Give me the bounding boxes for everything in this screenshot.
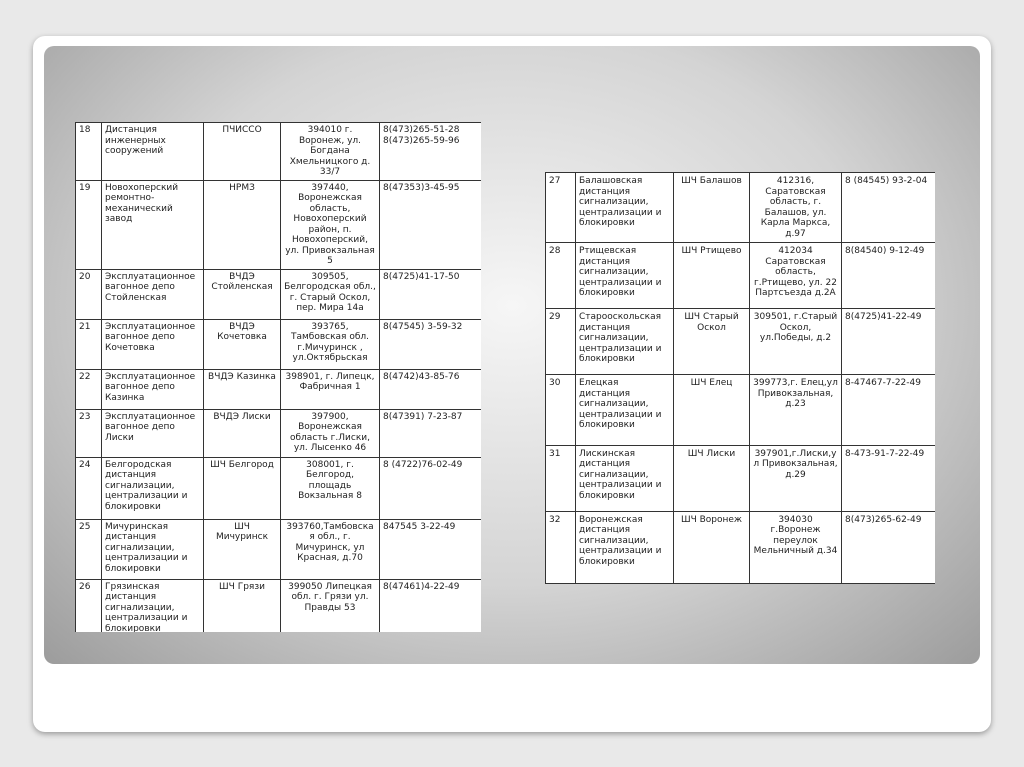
organization-address: 397901,г.Лиски,ул Привокзальная, д.29	[750, 445, 842, 511]
table-row	[76, 409, 482, 457]
organization-name: Балашовская дистанция сигнализации, централизации и блокировки	[576, 173, 674, 243]
organization-address: 308001, г. Белгород, площадь Вокзальная 8	[281, 457, 380, 519]
organization-name: Дистанция инженерных сооружений	[102, 123, 204, 181]
organization-phone: 847545 3-22-49	[380, 519, 482, 579]
organization-phone: 8(47461)4-22-49	[380, 579, 482, 632]
organization-address: 397900, Воронежская область г.Лиски, ул. Лысенко 46	[281, 409, 380, 457]
table-row	[76, 579, 482, 632]
organization-phone: 8(47545) 3-59-32	[380, 319, 482, 369]
organization-phone: 8(4725)41-22-49	[842, 309, 936, 375]
row-number: 30	[546, 375, 576, 445]
row-number: 22	[76, 369, 102, 409]
organization-abbreviation: ШЧ Старый Оскол	[674, 309, 750, 375]
contacts-table-right	[545, 172, 935, 584]
organization-phone: 8(47391) 7-23-87	[380, 409, 482, 457]
organization-name: Старооскольская дистанция сигнализации, централизации и блокировки	[576, 309, 674, 375]
organization-name: Грязинская дистанция сигнализации, централизации и блокировки	[102, 579, 204, 632]
row-number: 31	[546, 445, 576, 511]
table-row	[546, 445, 936, 511]
organization-phone: 8(4725)41-17-50	[380, 269, 482, 319]
organization-name: Мичуринская дистанция сигнализации, централизации и блокировки	[102, 519, 204, 579]
organization-phone: 8(47353)3-45-95	[380, 180, 482, 269]
table-row	[76, 319, 482, 369]
organization-abbreviation: ШЧ Балашов	[674, 173, 750, 243]
organization-name: Новохоперский ремонтно-механический завод	[102, 180, 204, 269]
table-row	[546, 511, 936, 583]
table-row	[76, 123, 482, 181]
organization-address: 394030 г.Воронеж переулок Мельничный д.34	[750, 511, 842, 583]
organization-phone: 8(473)265-62-49	[842, 511, 936, 583]
organization-address: 398901, г. Липецк, Фабричная 1	[281, 369, 380, 409]
contacts-table-left	[75, 122, 481, 632]
organization-phone: 8(4742)43-85-76	[380, 369, 482, 409]
organization-name: Эксплуатационное вагонное депо Казинка	[102, 369, 204, 409]
organization-name: Эксплуатационное вагонное депо Лиски	[102, 409, 204, 457]
organization-address: 309501, г.Старый Оскол, ул.Победы, д.2	[750, 309, 842, 375]
organization-abbreviation: ВЧДЭ Кочетовка	[204, 319, 281, 369]
organization-name: Ртищевская дистанция сигнализации, централизации и блокировки	[576, 243, 674, 309]
organization-address: 412034 Саратовская область, г.Ртищево, ул. 22 Партсъезда д.2А	[750, 243, 842, 309]
row-number: 32	[546, 511, 576, 583]
table-row	[546, 243, 936, 309]
organization-phone: 8-473-91-7-22-49	[842, 445, 936, 511]
row-number: 29	[546, 309, 576, 375]
row-number: 27	[546, 173, 576, 243]
organization-abbreviation: ШЧ Грязи	[204, 579, 281, 632]
organization-phone: 8 (4722)76-02-49	[380, 457, 482, 519]
organization-abbreviation: ШЧ Мичуринск	[204, 519, 281, 579]
organization-abbreviation: ВЧДЭ Казинка	[204, 369, 281, 409]
organization-abbreviation: НРМЗ	[204, 180, 281, 269]
organization-phone: 8 (84545) 93-2-04	[842, 173, 936, 243]
table-row	[76, 369, 482, 409]
organization-abbreviation: ВЧДЭ Лиски	[204, 409, 281, 457]
organization-abbreviation: ШЧ Белгород	[204, 457, 281, 519]
table-row	[546, 173, 936, 243]
row-number: 23	[76, 409, 102, 457]
organization-phone: 8(84540) 9-12-49	[842, 243, 936, 309]
organization-address: 393760,Тамбовская обл., г. Мичуринск, ул Красная, д.70	[281, 519, 380, 579]
organization-abbreviation: ВЧДЭ Стойленская	[204, 269, 281, 319]
organization-phone: 8(473)265-51-28 8(473)265-59-96	[380, 123, 482, 181]
organization-address: 309505, Белгородская обл., г. Старый Оскол, пер. Мира 14а	[281, 269, 380, 319]
row-number: 26	[76, 579, 102, 632]
row-number: 20	[76, 269, 102, 319]
organization-name: Лискинская дистанция сигнализации, централизации и блокировки	[576, 445, 674, 511]
organization-name: Белгородская дистанция сигнализации, централизации и блокировки	[102, 457, 204, 519]
organization-name: Воронежская дистанция сигнализации, централизации и блокировки	[576, 511, 674, 583]
organization-name: Елецкая дистанция сигнализации, централизации и блокировки	[576, 375, 674, 445]
organization-abbreviation: ПЧИССО	[204, 123, 281, 181]
table-row	[76, 180, 482, 269]
organization-address: 393765, Тамбовская обл. г.Мичуринск , ул.Октябрьская	[281, 319, 380, 369]
organization-address: 399050 Липецкая обл. г. Грязи ул. Правды 53	[281, 579, 380, 632]
organization-abbreviation: ШЧ Ртищево	[674, 243, 750, 309]
table-row	[546, 375, 936, 445]
table-row	[76, 519, 482, 579]
row-number: 28	[546, 243, 576, 309]
table-row	[76, 457, 482, 519]
organization-phone: 8-47467-7-22-49	[842, 375, 936, 445]
row-number: 18	[76, 123, 102, 181]
organization-abbreviation: ШЧ Воронеж	[674, 511, 750, 583]
organization-abbreviation: ШЧ Лиски	[674, 445, 750, 511]
organization-address: 412316, Саратовская область, г. Балашов, ул. Карла Маркса, д.97	[750, 173, 842, 243]
row-number: 19	[76, 180, 102, 269]
organization-address: 397440, Воронежская область, Новохоперский район, п. Новохоперский, ул. Привокзальная 5	[281, 180, 380, 269]
organization-name: Эксплуатационное вагонное депо Стойленская	[102, 269, 204, 319]
organization-address: 399773,г. Елец,ул Привокзальная, д.23	[750, 375, 842, 445]
table-row	[546, 309, 936, 375]
organization-abbreviation: ШЧ Елец	[674, 375, 750, 445]
row-number: 25	[76, 519, 102, 579]
organization-name: Эксплуатационное вагонное депо Кочетовка	[102, 319, 204, 369]
organization-address: 394010 г. Воронеж, ул. Богдана Хмельницкого д. 33/7	[281, 123, 380, 181]
table-row	[76, 269, 482, 319]
row-number: 21	[76, 319, 102, 369]
row-number: 24	[76, 457, 102, 519]
